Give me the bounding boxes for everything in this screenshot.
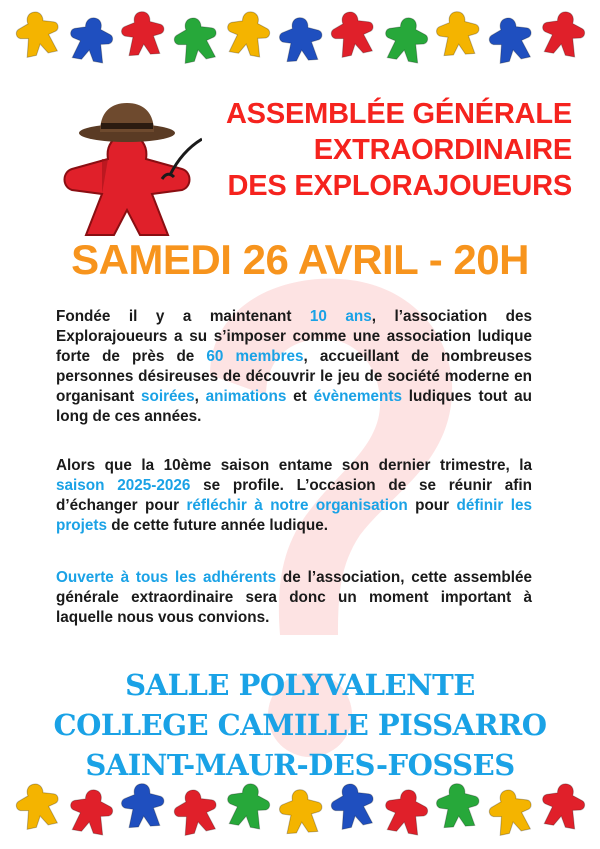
highlight: 10 ans	[309, 308, 372, 325]
title-line-1: ASSEMBLÉE GÉNÉRALE	[225, 98, 572, 130]
meeple-border-top	[0, 4, 600, 74]
venue-line-3: SAINT-MAUR-DES-FOSSES	[85, 748, 515, 782]
highlight: soirées	[141, 388, 195, 405]
meeple-icon	[220, 2, 277, 65]
meeple-icon	[535, 2, 592, 65]
highlight: Ouverte à tous les adhérents	[56, 569, 277, 586]
meeple-icon	[62, 8, 119, 71]
highlight: définir les projets	[56, 497, 532, 534]
venue-address	[0, 665, 600, 785]
highlight: animations	[205, 388, 287, 405]
highlight: évènements	[313, 388, 402, 405]
meeple-icon	[275, 10, 327, 69]
meeple-icon	[535, 774, 592, 837]
text: ,	[194, 388, 206, 405]
meeple-border-bottom	[0, 776, 600, 846]
meeple-icon	[166, 780, 225, 845]
meeple-icon	[62, 780, 119, 843]
text: pour	[407, 497, 457, 514]
meeple-icon	[117, 4, 169, 63]
event-title	[152, 96, 572, 204]
meeple-icon	[432, 776, 484, 835]
meeple-icon	[117, 776, 169, 835]
text: se profile. L’occasion de se réunir afin d’échanger pour	[56, 477, 532, 514]
title-line-3: DES EXPLORAJOUEURS	[227, 170, 572, 202]
meeple-icon	[377, 780, 434, 843]
meeple-icon	[481, 8, 540, 73]
meeple-icon	[481, 780, 540, 845]
text: , accueillant de nombreuses personnes désireuses de découvrir le jeu de société moderne en organisant	[56, 348, 532, 405]
meeple-icon	[324, 774, 383, 839]
venue-line-2: COLLEGE CAMILLE PISSARRO	[53, 708, 547, 742]
meeple-icon	[9, 2, 68, 67]
meeple-icon	[9, 774, 68, 839]
title-line-2: EXTRAORDINAIRE	[313, 134, 572, 166]
text: , l’association des Explorajoueurs a su s’imposer comme une association ludique forte de près de	[56, 308, 532, 365]
meeple-icon	[275, 782, 327, 841]
paragraph-history	[56, 307, 532, 427]
text: de cette future année ludique.	[107, 517, 328, 534]
text: Fondée il y a maintenant	[56, 308, 310, 325]
highlight: saison 2025-2026	[56, 477, 191, 494]
event-date: SAMEDI 26 AVRIL - 20H	[71, 236, 529, 283]
meeple-icon	[432, 4, 484, 63]
text: ludiques tout au long de ces années.	[56, 388, 532, 425]
text: et	[286, 388, 314, 405]
meeple-icon	[377, 8, 434, 71]
meeple-icon	[220, 774, 277, 837]
meeple-icon	[324, 2, 383, 67]
highlight: 60 membres	[206, 348, 304, 365]
text: de l’association, cette assemblée générale extraordinaire sera donc un moment important à laquelle nous vous convions.	[56, 569, 533, 626]
meeple-icon	[166, 8, 225, 73]
highlight: réfléchir à notre organisation	[186, 497, 408, 514]
venue-line-1: SALLE POLYVALENTE	[125, 668, 475, 702]
text: Alors que la 10ème saison entame son dernier trimestre, la	[56, 457, 532, 474]
paragraph-invitation	[56, 568, 532, 628]
paragraph-season	[56, 456, 532, 536]
